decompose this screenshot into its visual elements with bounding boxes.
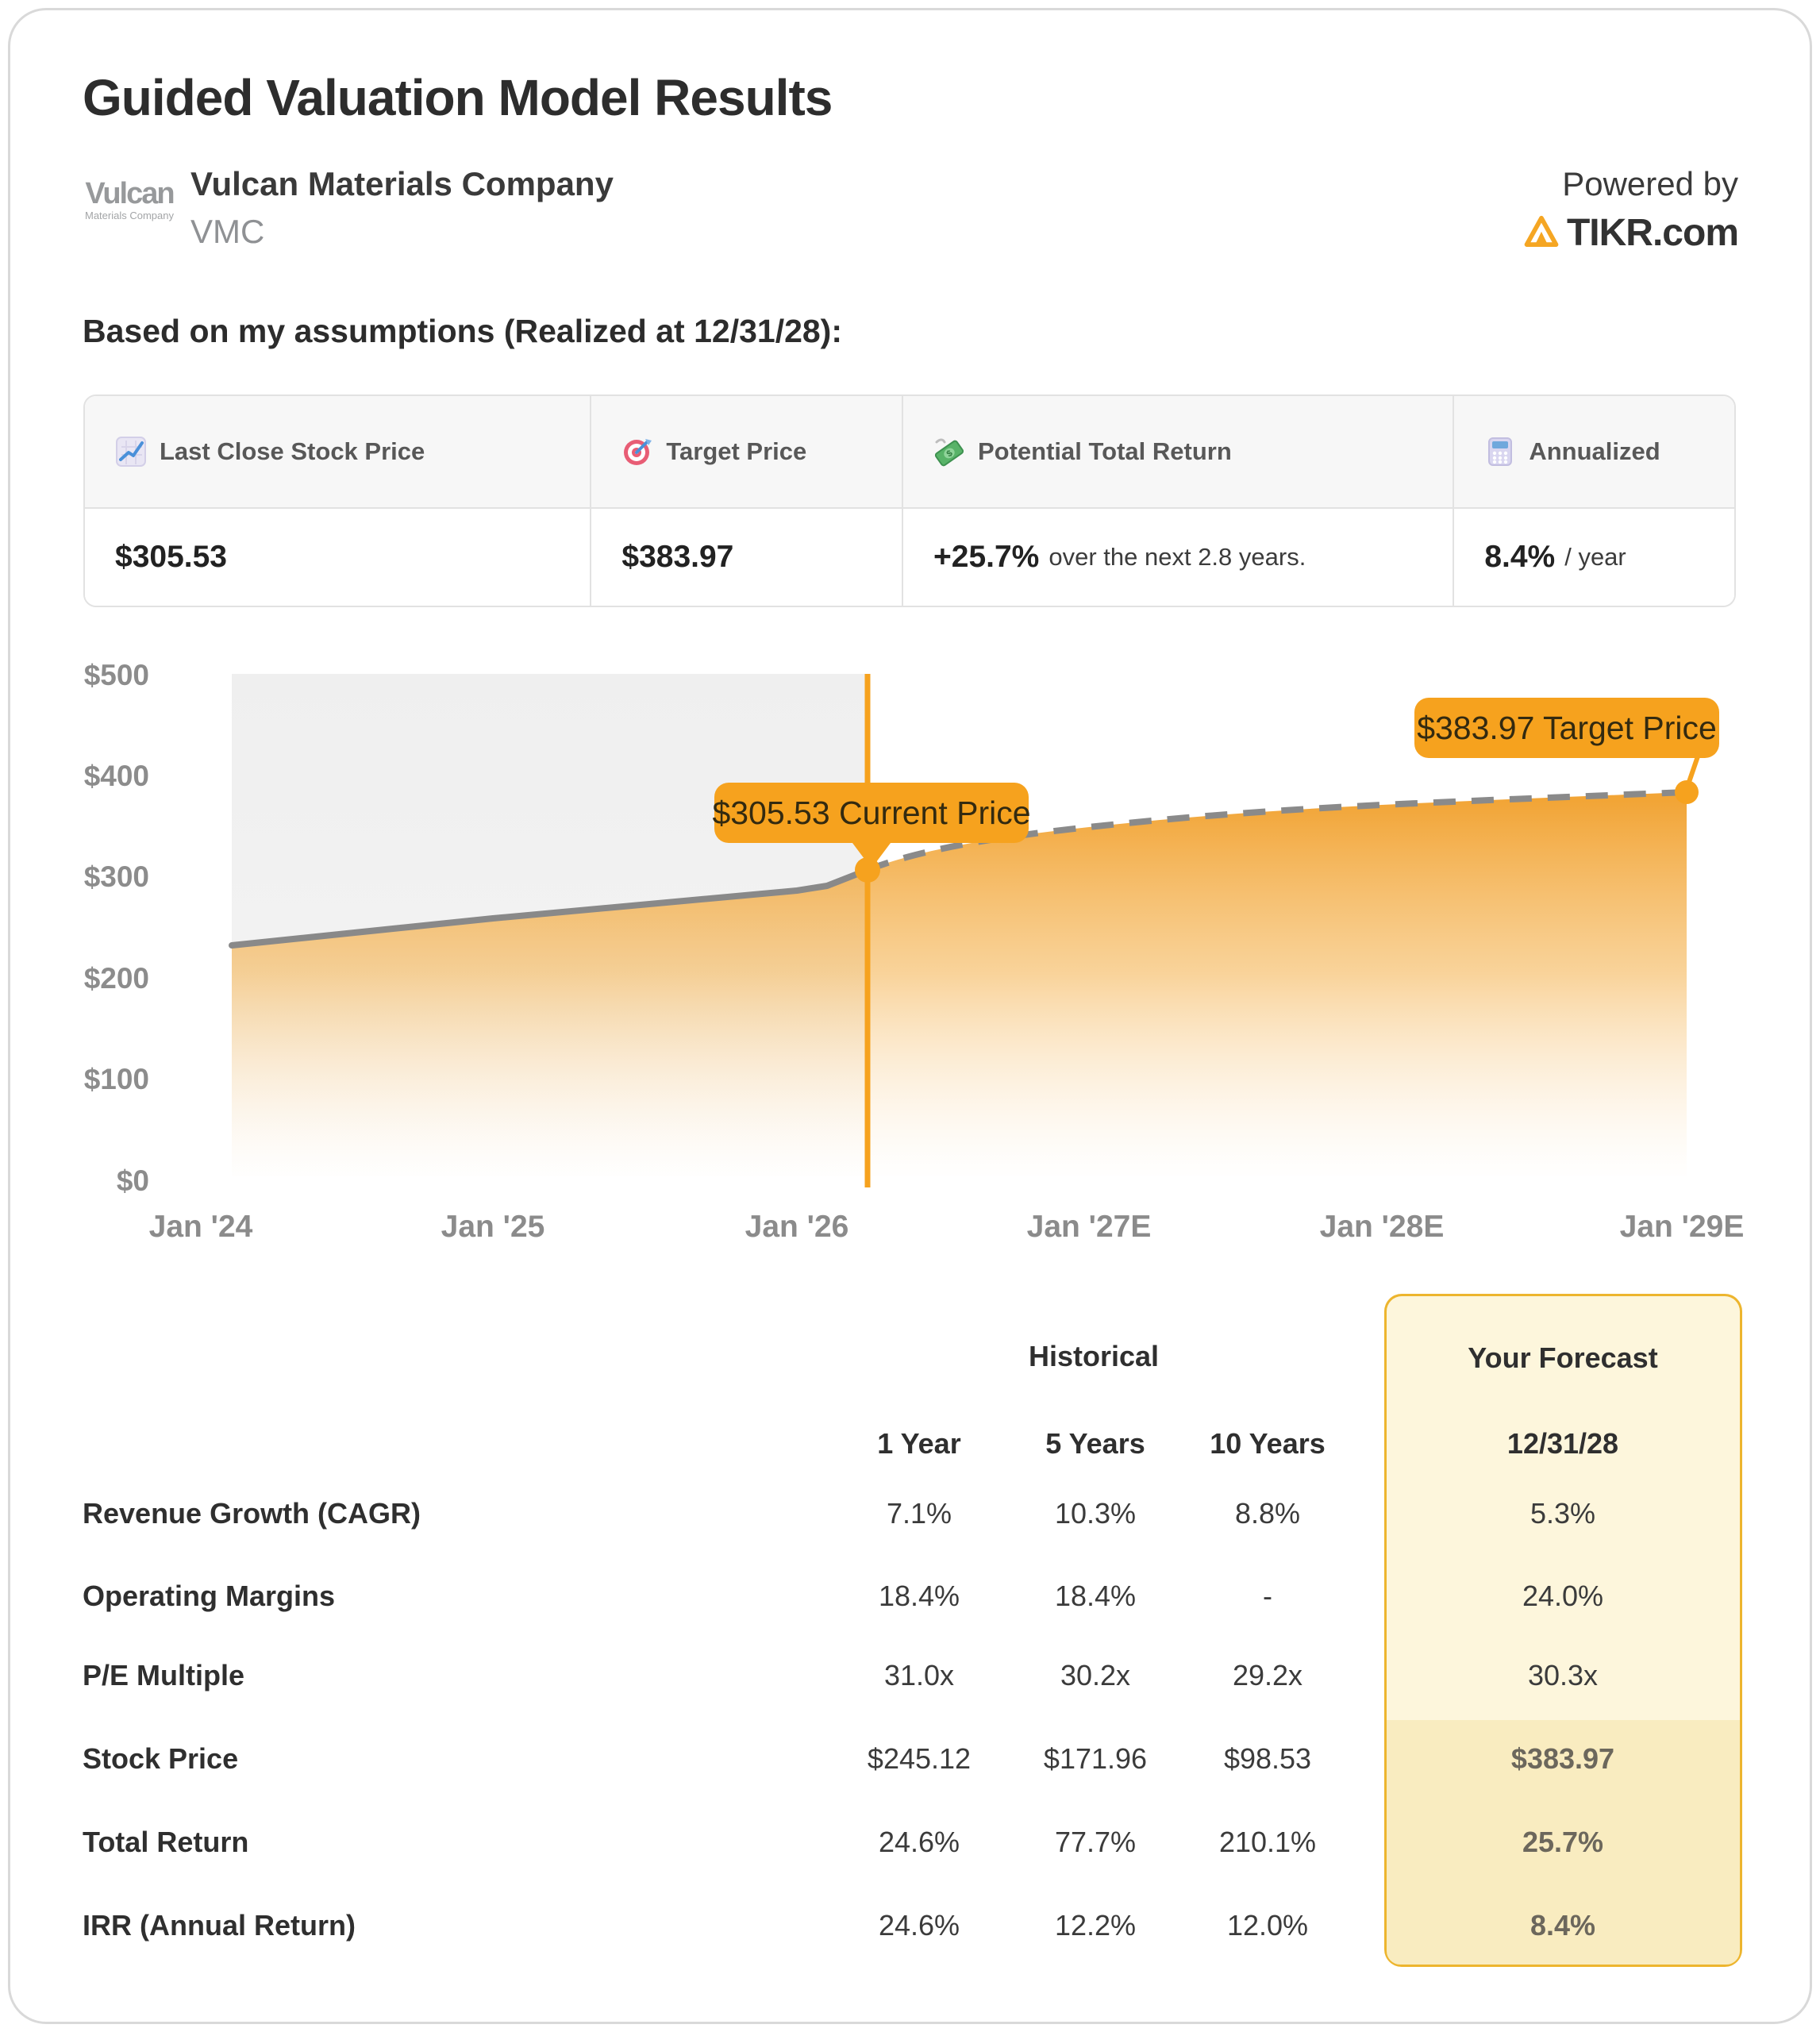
stat-label: Annualized	[1529, 437, 1660, 465]
svg-text:$: $	[945, 448, 955, 460]
stat-label: Potential Total Return	[978, 437, 1232, 465]
table-cell: 210.1%	[1218, 1826, 1317, 1858]
stat-header-annualized	[1453, 396, 1734, 507]
table-cell: 7.1%	[886, 1497, 952, 1530]
table-cell-forecast: 25.7%	[1522, 1826, 1604, 1858]
y-tick: $0	[116, 1164, 149, 1197]
company-logo-subtext: Materials Company	[85, 210, 174, 221]
table-cell: 12.0%	[1226, 1909, 1309, 1942]
table-cell: 8.8%	[1234, 1497, 1301, 1530]
row-label-total-return: Total Return	[83, 1826, 249, 1858]
current-price-annotation-label: $305.53 Current Price	[712, 795, 1031, 831]
table-cell-forecast: 24.0%	[1522, 1580, 1604, 1612]
company-name: Vulcan Materials Company	[190, 165, 614, 202]
col-header-forecast-date: 12/31/28	[1506, 1427, 1619, 1460]
x-tick: Jan '29E	[1619, 1210, 1745, 1244]
x-tick: Jan '28E	[1319, 1210, 1445, 1244]
table-cell: 31.0x	[883, 1659, 955, 1691]
row-label-stock-price: Stock Price	[83, 1742, 239, 1775]
table-cell-forecast: 8.4%	[1529, 1909, 1596, 1942]
y-tick: $400	[83, 760, 149, 792]
target-price-annotation-label: $383.97 Target Price	[1417, 710, 1717, 746]
row-label-revenue-growth: Revenue Growth (CAGR)	[83, 1497, 421, 1530]
company-ticker: VMC	[190, 213, 265, 250]
table-cell-forecast: $383.97	[1510, 1742, 1615, 1775]
y-tick: $300	[83, 860, 149, 893]
table-cell: -	[1263, 1580, 1272, 1612]
table-cell: $245.12	[867, 1742, 972, 1775]
target-price-annotation	[1414, 698, 1719, 784]
row-label-pe-multiple: P/E Multiple	[83, 1659, 245, 1691]
stat-header-target-price	[590, 396, 902, 507]
table-cell: 24.6%	[878, 1826, 960, 1858]
table-cell: 12.2%	[1054, 1909, 1137, 1942]
stat-header-total-return	[902, 396, 1453, 507]
stat-value-total-return: +25.7% over the next 2.8 years.	[902, 509, 1453, 606]
tikr-brand-name: TIKR.com	[1566, 212, 1738, 254]
y-tick: $200	[83, 962, 149, 995]
x-tick: Jan '25	[441, 1210, 545, 1244]
stat-value-last-close: $305.53	[115, 540, 227, 574]
table-cell: 30.2x	[1060, 1659, 1131, 1691]
target-dart-icon	[621, 436, 653, 468]
forecast-column-highlight	[1384, 1294, 1742, 1967]
forecast-area-fill	[868, 792, 1687, 1176]
y-tick: $100	[83, 1063, 149, 1095]
table-cell-forecast: 5.3%	[1529, 1497, 1596, 1530]
calculator-icon	[1484, 436, 1516, 468]
summary-stats-header-row	[85, 396, 1734, 509]
stat-label: Last Close Stock Price	[160, 437, 425, 465]
stat-label: Target Price	[666, 437, 807, 465]
stat-value-target-price: $383.97	[590, 509, 902, 606]
table-cell: 18.4%	[1054, 1580, 1137, 1612]
row-label-irr: IRR (Annual Return)	[83, 1909, 356, 1942]
company-logo	[78, 178, 181, 221]
table-cell: 18.4%	[878, 1580, 960, 1612]
y-tick: $500	[83, 659, 149, 691]
price-forecast-chart	[0, 659, 1820, 1286]
x-tick: Jan '26	[745, 1210, 849, 1244]
table-cell: 24.6%	[878, 1909, 960, 1942]
table-cell: 29.2x	[1232, 1659, 1303, 1691]
x-tick: Jan '27E	[1026, 1210, 1152, 1244]
col-header-10-years: 10 Years	[1210, 1427, 1326, 1460]
summary-stats-table	[83, 394, 1736, 607]
table-cell-forecast: 30.3x	[1527, 1659, 1599, 1691]
table-cell: $98.53	[1223, 1742, 1312, 1775]
row-label-operating-margins: Operating Margins	[83, 1580, 336, 1612]
historical-group-header: Historical	[1028, 1340, 1160, 1372]
tikr-brand[interactable]	[1524, 211, 1738, 255]
forecast-group-header: Your Forecast	[1468, 1341, 1658, 1374]
stat-header-last-close	[85, 396, 590, 507]
table-cell: $171.96	[1043, 1742, 1148, 1775]
summary-stats-value-row	[85, 509, 1734, 606]
col-header-1-year: 1 Year	[877, 1427, 961, 1460]
table-cell: 10.3%	[1054, 1497, 1137, 1530]
x-axis	[149, 1210, 1745, 1244]
target-price-marker[interactable]	[1675, 780, 1699, 804]
x-tick: Jan '24	[148, 1210, 253, 1244]
col-header-5-years: 5 Years	[1045, 1427, 1145, 1460]
y-axis	[84, 659, 149, 1197]
powered-by-label: Powered by	[1562, 165, 1738, 202]
chart-increasing-icon	[115, 436, 147, 468]
page-title: Guided Valuation Model Results	[83, 69, 833, 126]
stat-value-annualized: 8.4% / year	[1453, 509, 1734, 606]
assumptions-heading: Based on my assumptions (Realized at 12/31/28):	[83, 313, 842, 349]
company-logo-text: Vulcan	[85, 177, 174, 210]
money-banknote-icon	[933, 436, 965, 468]
table-cell: 77.7%	[1054, 1826, 1137, 1858]
tikr-triangle-icon	[1524, 215, 1559, 251]
